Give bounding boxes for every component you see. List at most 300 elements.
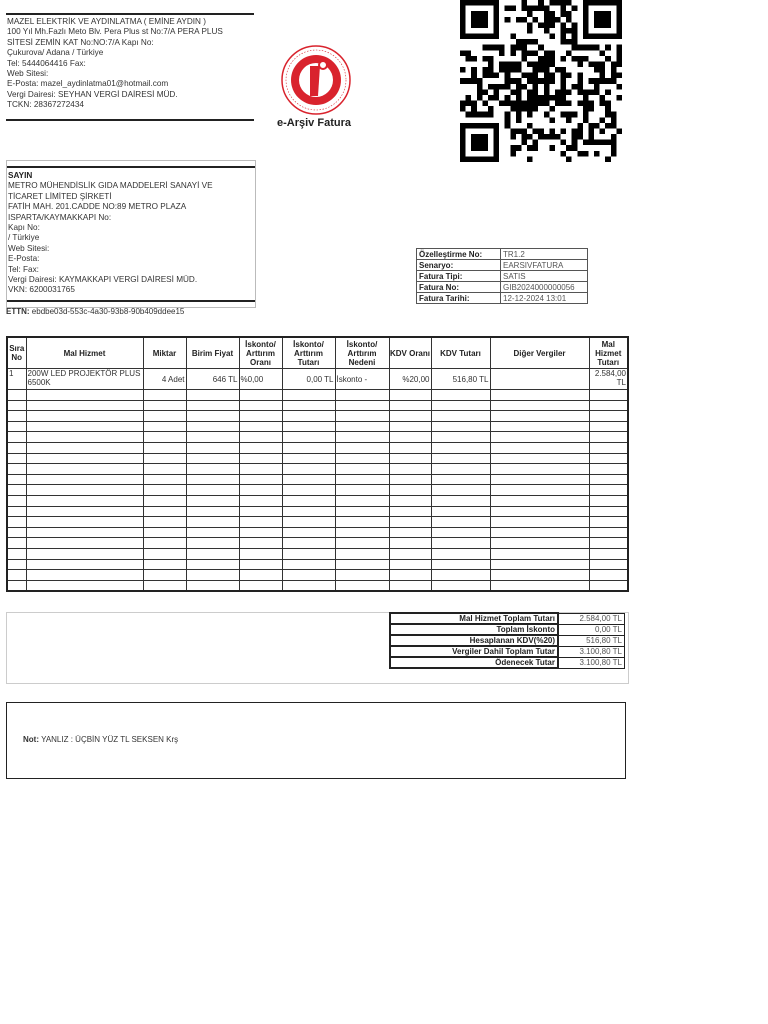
table-row-empty xyxy=(7,517,628,528)
buyer-heading: SAYIN xyxy=(8,171,33,180)
table-cell-empty xyxy=(431,580,490,591)
buyer-email: E-Posta: xyxy=(8,254,40,264)
ettn-value: ebdbe03d-553c-4a30-93b8-90b409ddee15 xyxy=(31,307,185,316)
table-cell-empty xyxy=(389,390,431,401)
meta-value: TR1.2 xyxy=(501,249,588,260)
note xyxy=(23,735,178,744)
total-key: Mal Hizmet Toplam Tutarı xyxy=(390,613,558,624)
buyer-tax-office: Vergi Dairesi: KAYMAKKAPI VERGİ DAİRESİ MÜD. xyxy=(8,275,198,285)
table-cell-empty xyxy=(490,390,589,401)
table-cell-empty xyxy=(26,527,143,538)
table-cell-empty xyxy=(282,474,335,485)
table-cell-empty xyxy=(335,485,389,496)
col-header-miktar: Miktar xyxy=(143,337,186,369)
table-cell-empty xyxy=(143,421,186,432)
table-row-empty xyxy=(7,421,628,432)
table-cell-empty xyxy=(143,485,186,496)
meta-row xyxy=(417,260,588,271)
table-cell-empty xyxy=(239,495,282,506)
table-row-empty xyxy=(7,474,628,485)
seller-address-1: 100 Yıl Mh.Fazlı Meto Blv. Pera Plus st No:7/A PERA PLUS xyxy=(7,27,223,37)
buyer-website: Web Sitesi: xyxy=(8,243,50,253)
table-cell-empty xyxy=(282,421,335,432)
seller-website: Web Sitesi: xyxy=(7,69,49,79)
table-cell-empty xyxy=(239,517,282,528)
col-header-iskonto-tutari: İskonto/ Arttırım Tutarı xyxy=(282,337,335,369)
table-cell-empty xyxy=(143,390,186,401)
table-cell-empty xyxy=(239,485,282,496)
seller-name: MAZEL ELEKTRİK VE AYDINLATMA ( EMİNE AYDIN ) xyxy=(7,17,206,26)
table-cell-empty xyxy=(239,453,282,464)
table-cell-empty xyxy=(335,527,389,538)
seller-tckn: TCKN: 28367272434 xyxy=(7,100,84,110)
table-cell-empty xyxy=(335,570,389,581)
meta-row xyxy=(417,271,588,282)
buyer-address-2: ISPARTA/KAYMAKKAPI No: xyxy=(8,212,112,222)
items-header-row xyxy=(7,337,628,369)
table-cell-empty xyxy=(7,570,26,581)
buyer-door-no: Kapı No: xyxy=(8,223,40,233)
table-cell-empty xyxy=(282,453,335,464)
col-header-iskonto-orani: İskonto/ Arttırım Oranı xyxy=(239,337,282,369)
table-cell-empty xyxy=(431,464,490,475)
table-cell-empty xyxy=(239,559,282,570)
table-cell-empty xyxy=(26,580,143,591)
table-cell-empty xyxy=(239,411,282,422)
table-cell-empty xyxy=(186,559,239,570)
invoice-meta-table xyxy=(416,248,588,304)
table-cell-empty xyxy=(239,527,282,538)
note-label: Not: xyxy=(23,735,39,744)
seller-bottom-rule xyxy=(6,119,254,121)
meta-row xyxy=(417,249,588,260)
table-cell-empty xyxy=(186,580,239,591)
table-cell-empty xyxy=(143,580,186,591)
meta-key: Fatura Tipi: xyxy=(417,271,501,282)
table-cell-empty xyxy=(186,442,239,453)
cell-diger-vergiler xyxy=(490,369,589,390)
table-cell-empty xyxy=(7,527,26,538)
table-cell-empty xyxy=(186,453,239,464)
total-value: 516,80 TL xyxy=(558,635,625,646)
seller-info xyxy=(7,17,223,111)
meta-value: GIB2024000000056 xyxy=(501,282,588,293)
cell-birim-fiyat: 646 TL xyxy=(186,369,239,390)
buyer-country: / Türkiye xyxy=(8,233,40,243)
table-cell-empty xyxy=(143,548,186,559)
table-cell-empty xyxy=(7,464,26,475)
table-cell-empty xyxy=(143,538,186,549)
table-cell-empty xyxy=(7,411,26,422)
table-cell-empty xyxy=(431,442,490,453)
table-cell-empty xyxy=(282,548,335,559)
table-cell-empty xyxy=(431,400,490,411)
table-cell-empty xyxy=(7,538,26,549)
buyer-top-rule xyxy=(7,166,255,168)
total-value: 3.100,80 TL xyxy=(558,657,625,668)
table-cell-empty xyxy=(7,485,26,496)
table-cell-empty xyxy=(335,421,389,432)
meta-key: Özelleştirme No: xyxy=(417,249,501,260)
buyer-phone: Tel: Fax: xyxy=(8,264,39,274)
table-cell-empty xyxy=(589,442,628,453)
table-cell-empty xyxy=(7,400,26,411)
table-cell-empty xyxy=(26,538,143,549)
ettn xyxy=(6,307,184,316)
table-cell-empty xyxy=(282,580,335,591)
table-row-empty xyxy=(7,495,628,506)
table-cell-empty xyxy=(335,548,389,559)
table-row-empty xyxy=(7,390,628,401)
table-cell-empty xyxy=(490,580,589,591)
table-cell-empty xyxy=(186,506,239,517)
table-cell-empty xyxy=(335,517,389,528)
table-cell-empty xyxy=(239,474,282,485)
table-cell-empty xyxy=(431,570,490,581)
table-cell-empty xyxy=(335,580,389,591)
buyer-vkn: VKN: 6200031765 xyxy=(8,285,75,295)
table-cell-empty xyxy=(239,464,282,475)
table-cell-empty xyxy=(389,580,431,591)
table-cell-empty xyxy=(389,548,431,559)
table-cell-empty xyxy=(589,580,628,591)
totals-row xyxy=(390,635,625,646)
cell-sira-no: 1 xyxy=(7,369,26,390)
total-value: 2.584,00 TL xyxy=(558,613,625,624)
qr-code xyxy=(455,0,627,162)
table-cell-empty xyxy=(389,432,431,443)
table-cell-empty xyxy=(589,411,628,422)
buyer-address-1: FATİH MAH. 201.CADDE NO:89 METRO PLAZA xyxy=(8,202,187,212)
table-cell-empty xyxy=(282,495,335,506)
table-row-empty xyxy=(7,485,628,496)
table-cell-empty xyxy=(490,506,589,517)
table-cell-empty xyxy=(143,495,186,506)
table-cell-empty xyxy=(389,421,431,432)
table-cell-empty xyxy=(282,485,335,496)
table-cell-empty xyxy=(26,442,143,453)
table-cell-empty xyxy=(335,538,389,549)
buyer-name-1: METRO MÜHENDİSLİK GIDA MADDELERİ SANAYİ VE xyxy=(8,181,213,191)
document-type-title: e-Arşiv Fatura xyxy=(277,117,351,129)
table-cell-empty xyxy=(335,559,389,570)
table-cell-empty xyxy=(589,538,628,549)
cell-iskonto-tutari: 0,00 TL xyxy=(282,369,335,390)
buyer-box xyxy=(6,160,256,308)
table-cell-empty xyxy=(7,517,26,528)
total-value: 0,00 TL xyxy=(558,624,625,635)
table-cell-empty xyxy=(143,527,186,538)
cell-mal-hizmet-tutari: 2.584,00 TL xyxy=(589,369,628,390)
table-row-empty xyxy=(7,464,628,475)
table-cell-empty xyxy=(7,495,26,506)
table-cell-empty xyxy=(26,453,143,464)
col-header-mal-hizmet-tutari: Mal Hizmet Tutarı xyxy=(589,337,628,369)
table-cell-empty xyxy=(589,453,628,464)
cell-iskonto-orani: %0,00 xyxy=(239,369,282,390)
table-cell-empty xyxy=(186,517,239,528)
table-cell-empty xyxy=(589,506,628,517)
table-cell-empty xyxy=(282,411,335,422)
table-cell-empty xyxy=(589,559,628,570)
table-cell-empty xyxy=(431,421,490,432)
table-cell-empty xyxy=(490,538,589,549)
table-cell-empty xyxy=(490,421,589,432)
table-cell-empty xyxy=(186,390,239,401)
table-cell-empty xyxy=(282,527,335,538)
note-box xyxy=(6,702,626,779)
col-header-kdv-tutari: KDV Tutarı xyxy=(431,337,490,369)
table-cell-empty xyxy=(589,527,628,538)
table-cell-empty xyxy=(186,538,239,549)
cell-mal-hizmet: 200W LED PROJEKTÖR PLUS 6500K xyxy=(26,369,143,390)
table-cell-empty xyxy=(490,517,589,528)
table-row-empty xyxy=(7,548,628,559)
table-cell-empty xyxy=(26,400,143,411)
table-cell-empty xyxy=(389,400,431,411)
table-cell-empty xyxy=(389,506,431,517)
table-cell-empty xyxy=(143,559,186,570)
table-cell-empty xyxy=(389,517,431,528)
table-cell-empty xyxy=(143,411,186,422)
totals-row xyxy=(390,613,625,624)
total-key: Vergiler Dahil Toplam Tutar xyxy=(390,646,558,657)
table-cell-empty xyxy=(282,390,335,401)
table-cell-empty xyxy=(26,390,143,401)
table-cell-empty xyxy=(26,474,143,485)
table-cell-empty xyxy=(26,411,143,422)
table-cell-empty xyxy=(431,506,490,517)
table-cell-empty xyxy=(239,432,282,443)
table-row-empty xyxy=(7,432,628,443)
table-cell-empty xyxy=(282,432,335,443)
total-value: 3.100,80 TL xyxy=(558,646,625,657)
table-cell-empty xyxy=(490,474,589,485)
table-cell-empty xyxy=(490,548,589,559)
cell-kdv-tutari: 516,80 TL xyxy=(431,369,490,390)
total-key: Ödenecek Tutar xyxy=(390,657,558,668)
table-cell-empty xyxy=(335,464,389,475)
table-cell-empty xyxy=(431,495,490,506)
table-cell-empty xyxy=(490,432,589,443)
note-text: YANLIZ : ÜÇBİN YÜZ TL SEKSEN Krş xyxy=(41,735,179,744)
totals-row xyxy=(390,646,625,657)
ettn-label: ETTN: xyxy=(6,307,30,316)
table-cell-empty xyxy=(26,517,143,528)
table-cell-empty xyxy=(335,390,389,401)
table-cell-empty xyxy=(26,432,143,443)
table-cell-empty xyxy=(589,570,628,581)
seller-top-rule xyxy=(6,13,254,15)
table-cell-empty xyxy=(7,559,26,570)
table-cell-empty xyxy=(335,400,389,411)
table-cell-empty xyxy=(389,411,431,422)
table-cell-empty xyxy=(186,570,239,581)
table-cell-empty xyxy=(26,464,143,475)
table-row-empty xyxy=(7,559,628,570)
table-cell-empty xyxy=(589,432,628,443)
table-cell-empty xyxy=(143,506,186,517)
total-key: Hesaplanan KDV(%20) xyxy=(390,635,558,646)
table-cell-empty xyxy=(143,474,186,485)
table-cell-empty xyxy=(389,495,431,506)
table-cell-empty xyxy=(143,432,186,443)
table-cell-empty xyxy=(143,400,186,411)
table-cell-empty xyxy=(282,506,335,517)
meta-value: EARSIVFATURA xyxy=(501,260,588,271)
table-row-empty xyxy=(7,442,628,453)
table-cell-empty xyxy=(26,570,143,581)
table-cell-empty xyxy=(335,411,389,422)
table-cell-empty xyxy=(431,453,490,464)
table-cell-empty xyxy=(26,421,143,432)
table-cell-empty xyxy=(389,442,431,453)
table-cell-empty xyxy=(282,400,335,411)
table-cell-empty xyxy=(239,421,282,432)
col-header-iskonto-nedeni: İskonto/ Arttırım Nedeni xyxy=(335,337,389,369)
col-header-kdv-orani: KDV Oranı xyxy=(389,337,431,369)
table-cell-empty xyxy=(239,390,282,401)
table-cell-empty xyxy=(186,432,239,443)
table-cell-empty xyxy=(335,506,389,517)
table-cell-empty xyxy=(490,442,589,453)
table-cell-empty xyxy=(239,538,282,549)
seller-address-2: SİTESİ ZEMİN KAT No:NO:7/A Kapı No: xyxy=(7,37,154,47)
buyer-bottom-rule xyxy=(7,300,255,302)
table-cell-empty xyxy=(282,538,335,549)
seller-phone: Tel: 5444064416 Fax: xyxy=(7,58,86,68)
table-cell-empty xyxy=(239,506,282,517)
table-row xyxy=(7,369,628,390)
table-cell-empty xyxy=(589,421,628,432)
table-row-empty xyxy=(7,453,628,464)
table-cell-empty xyxy=(7,474,26,485)
totals-table xyxy=(389,612,625,669)
table-cell-empty xyxy=(143,442,186,453)
table-cell-empty xyxy=(389,464,431,475)
totals-row xyxy=(390,657,625,668)
table-cell-empty xyxy=(282,570,335,581)
table-cell-empty xyxy=(389,570,431,581)
seller-city: Çukurova/ Adana / Türkiye xyxy=(7,48,104,58)
table-cell-empty xyxy=(282,442,335,453)
seller-tax-office: Vergi Dairesi: SEYHAN VERGİ DAİRESİ MÜD. xyxy=(7,89,178,99)
table-cell-empty xyxy=(490,464,589,475)
table-cell-empty xyxy=(26,506,143,517)
table-cell-empty xyxy=(186,411,239,422)
table-cell-empty xyxy=(143,464,186,475)
table-cell-empty xyxy=(7,390,26,401)
table-cell-empty xyxy=(26,495,143,506)
table-cell-empty xyxy=(239,442,282,453)
table-cell-empty xyxy=(490,527,589,538)
table-cell-empty xyxy=(186,464,239,475)
totals-row xyxy=(390,624,625,635)
table-cell-empty xyxy=(431,411,490,422)
cell-kdv-orani: %20,00 xyxy=(389,369,431,390)
table-cell-empty xyxy=(589,390,628,401)
meta-row xyxy=(417,293,588,304)
table-cell-empty xyxy=(431,548,490,559)
table-cell-empty xyxy=(239,548,282,559)
table-cell-empty xyxy=(26,485,143,496)
table-cell-empty xyxy=(431,517,490,528)
table-cell-empty xyxy=(589,474,628,485)
meta-row xyxy=(417,282,588,293)
table-cell-empty xyxy=(26,559,143,570)
table-row-empty xyxy=(7,411,628,422)
col-header-mal-hizmet: Mal Hizmet xyxy=(26,337,143,369)
table-cell-empty xyxy=(239,570,282,581)
table-cell-empty xyxy=(589,517,628,528)
table-cell-empty xyxy=(282,464,335,475)
table-cell-empty xyxy=(389,538,431,549)
table-cell-empty xyxy=(490,559,589,570)
table-cell-empty xyxy=(7,506,26,517)
table-cell-empty xyxy=(431,432,490,443)
table-cell-empty xyxy=(389,474,431,485)
table-cell-empty xyxy=(589,464,628,475)
table-cell-empty xyxy=(389,559,431,570)
table-cell-empty xyxy=(431,485,490,496)
table-cell-empty xyxy=(26,548,143,559)
table-cell-empty xyxy=(589,548,628,559)
table-cell-empty xyxy=(431,474,490,485)
table-cell-empty xyxy=(335,495,389,506)
gib-logo-seal xyxy=(280,44,352,116)
table-cell-empty xyxy=(490,570,589,581)
table-cell-empty xyxy=(186,527,239,538)
table-cell-empty xyxy=(389,453,431,464)
table-cell-empty xyxy=(186,421,239,432)
table-cell-empty xyxy=(335,474,389,485)
table-cell-empty xyxy=(490,453,589,464)
table-cell-empty xyxy=(490,495,589,506)
table-cell-empty xyxy=(143,570,186,581)
meta-value: SATIS xyxy=(501,271,588,282)
table-cell-empty xyxy=(335,453,389,464)
table-row-empty xyxy=(7,506,628,517)
total-key: Toplam İskonto xyxy=(390,624,558,635)
table-cell-empty xyxy=(335,432,389,443)
table-cell-empty xyxy=(239,580,282,591)
meta-value: 12-12-2024 13:01 xyxy=(501,293,588,304)
cell-miktar: 4 Adet xyxy=(143,369,186,390)
table-cell-empty xyxy=(186,485,239,496)
col-header-sira-no: Sıra No xyxy=(7,337,26,369)
table-cell-empty xyxy=(7,442,26,453)
table-cell-empty xyxy=(143,453,186,464)
table-cell-empty xyxy=(389,527,431,538)
seller-email: E-Posta: mazel_aydinlatma01@hotmail.com xyxy=(7,79,169,89)
cell-iskonto-nedeni: İskonto - xyxy=(335,369,389,390)
col-header-diger-vergiler: Diğer Vergiler xyxy=(490,337,589,369)
table-cell-empty xyxy=(431,390,490,401)
table-cell-empty xyxy=(186,495,239,506)
table-cell-empty xyxy=(282,517,335,528)
table-cell-empty xyxy=(7,580,26,591)
table-cell-empty xyxy=(7,453,26,464)
items-table xyxy=(6,336,629,592)
table-cell-empty xyxy=(589,495,628,506)
table-cell-empty xyxy=(431,538,490,549)
table-cell-empty xyxy=(143,517,186,528)
table-cell-empty xyxy=(490,400,589,411)
buyer-name-2: TİCARET LİMİTED ŞİRKETİ xyxy=(8,191,112,201)
table-cell-empty xyxy=(186,474,239,485)
table-row-empty xyxy=(7,527,628,538)
col-header-birim-fiyat: Birim Fiyat xyxy=(186,337,239,369)
